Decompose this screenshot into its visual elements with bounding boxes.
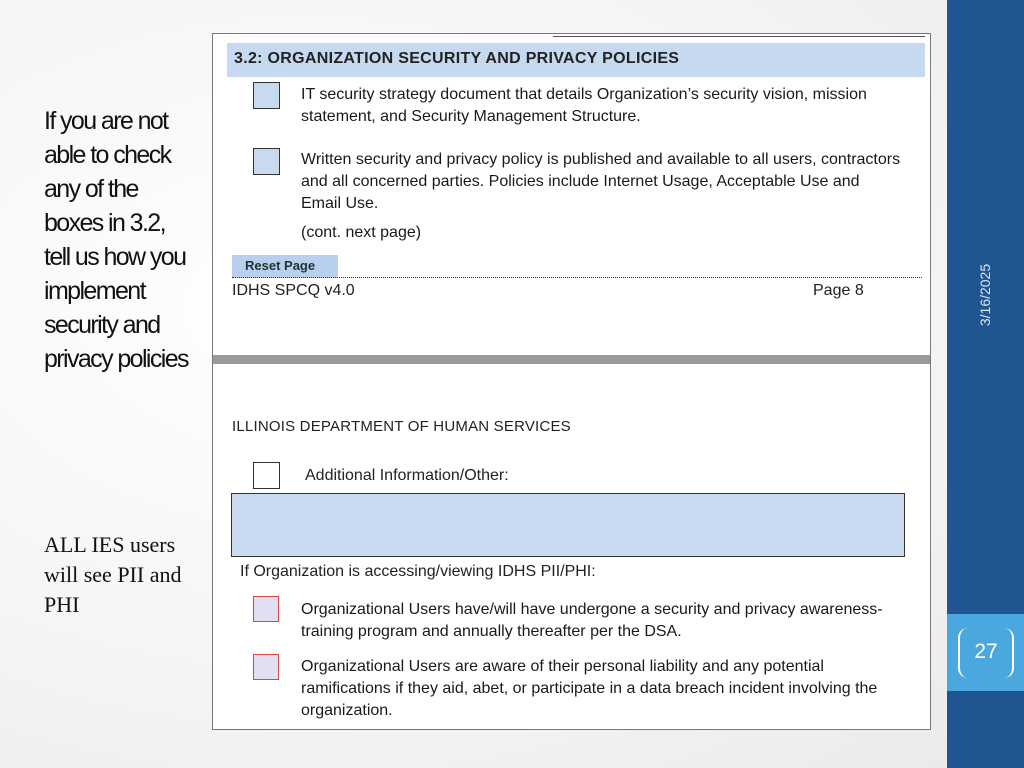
section-header: 3.2: ORGANIZATION SECURITY AND PRIVACY POLICIES xyxy=(227,43,925,77)
item-security-strategy: IT security strategy document that details Organization’s security vision, mission statement, and Security Management Structure. xyxy=(301,86,867,125)
item-personal-liability: Organizational Users are aware of their personal liability and any potential ramifications if they aid, abet, or participate in a data breach incident involving the organization. xyxy=(301,658,878,719)
checkbox-written-policy[interactable] xyxy=(253,148,280,175)
page-break-band xyxy=(213,355,930,364)
dotted-divider xyxy=(232,277,922,278)
item-awareness-training: Organizational Users have/will have undergone a security and privacy awareness-training program and annually thereafter per the DSA. xyxy=(301,601,883,640)
agency-header: ILLINOIS DEPARTMENT OF HUMAN SERVICES xyxy=(232,418,571,435)
form-version: IDHS SPCQ v4.0 xyxy=(232,282,355,299)
slide-date: 3/16/2025 xyxy=(977,263,993,327)
additional-info-field[interactable] xyxy=(231,493,905,557)
checkbox-awareness-training[interactable] xyxy=(253,596,279,622)
checkbox-security-strategy[interactable] xyxy=(253,82,280,109)
slide-title: If you are not able to check any of the boxes in 3.2, tell us how you implement security and privacy policies xyxy=(44,107,188,373)
cont-note: (cont. next page) xyxy=(301,224,422,241)
form-screenshot xyxy=(212,33,931,730)
item-written-policy: Written security and privacy policy is published and available to all users, contractors and all concerned parties. Policies include Internet Usage, Acceptable Use and Email Use. xyxy=(301,151,901,212)
form-page: Page 8 xyxy=(813,282,864,299)
additional-info-label: Additional Information/Other: xyxy=(305,467,509,484)
slide-note: ALL IES users will see PII and PHI xyxy=(44,532,182,617)
top-rule xyxy=(553,36,925,37)
reset-page-button[interactable]: Reset Page xyxy=(232,255,338,278)
pii-intro: If Organization is accessing/viewing IDHS PII/PHI: xyxy=(240,563,596,580)
checkbox-personal-liability[interactable] xyxy=(253,654,279,680)
page-number: 27 xyxy=(974,640,998,663)
checkbox-additional-info[interactable] xyxy=(253,462,280,489)
